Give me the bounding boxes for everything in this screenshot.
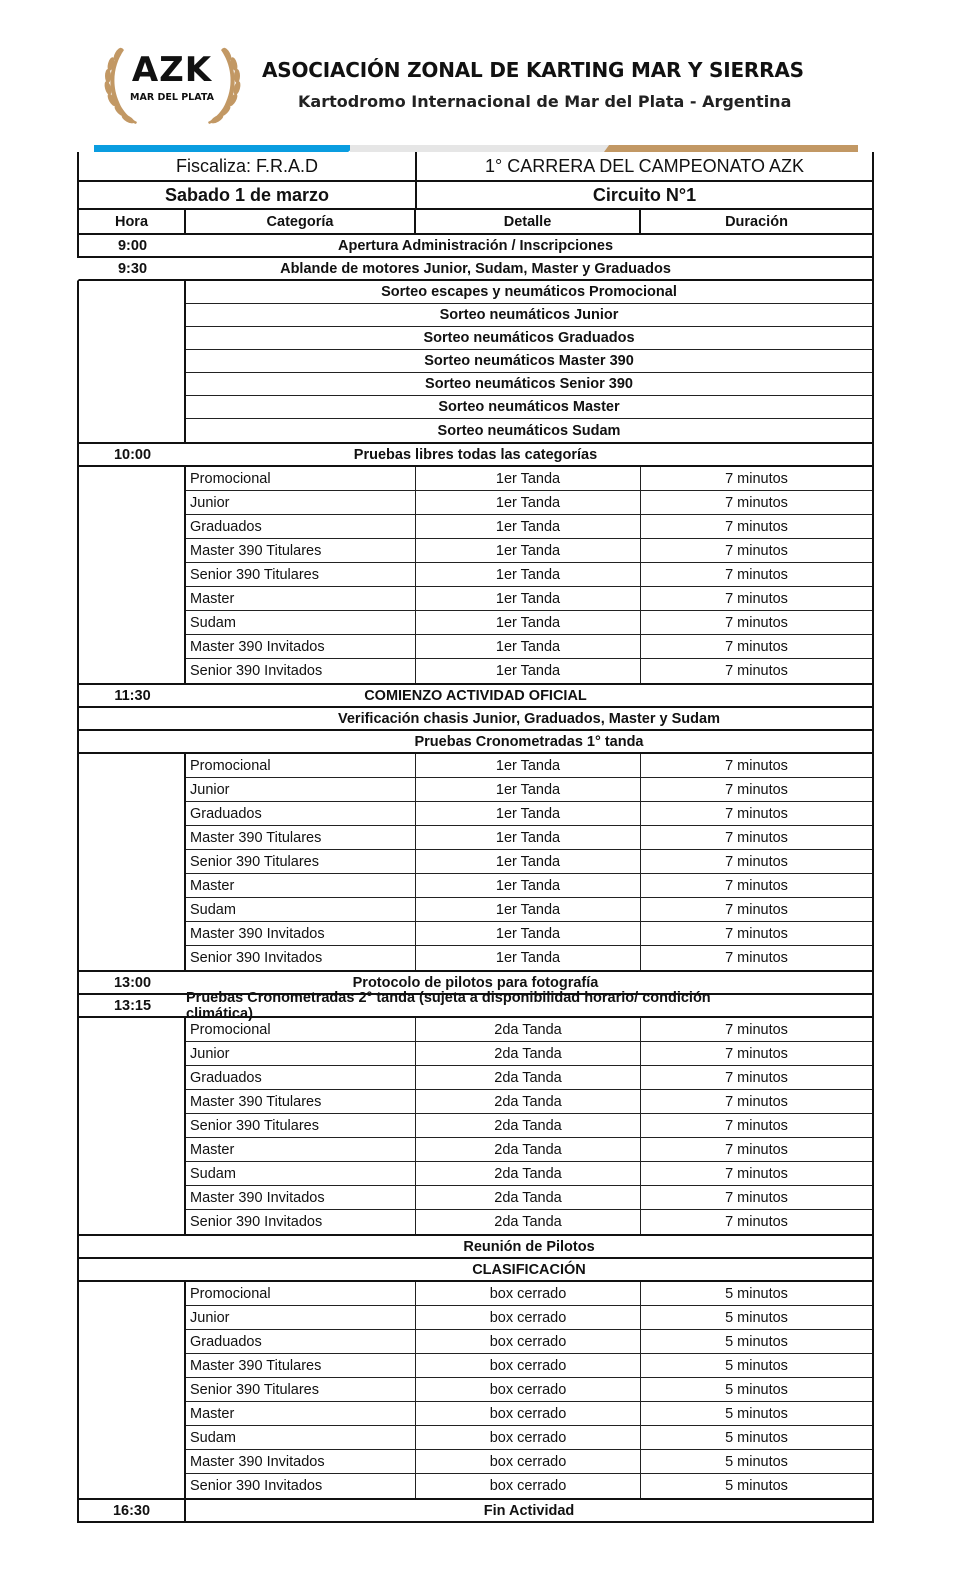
time-cell: 11:30 bbox=[114, 687, 151, 704]
table-row bbox=[186, 898, 872, 922]
category-cell: Master bbox=[186, 587, 416, 610]
detail-cell: 2da Tanda bbox=[416, 1210, 641, 1234]
category-cell: Master bbox=[186, 1402, 416, 1425]
category-cell: Master 390 Invitados bbox=[186, 635, 416, 658]
duration-cell: 5 minutos bbox=[725, 1333, 788, 1350]
table-row bbox=[186, 946, 872, 970]
duration-cell: 5 minutos bbox=[725, 1453, 788, 1470]
col-header-detalle: Detalle bbox=[416, 210, 641, 233]
category-cell: Senior 390 Invitados bbox=[186, 659, 416, 683]
table-row bbox=[186, 754, 872, 778]
category-cell: Graduados bbox=[186, 802, 416, 825]
category-cell: Master 390 Invitados bbox=[186, 1186, 416, 1209]
duration-cell: 7 minutos bbox=[725, 805, 788, 822]
reunion-row bbox=[77, 1236, 874, 1259]
activity-cell: Apertura Administración / Inscripciones bbox=[337, 237, 614, 254]
detail-cell: 2da Tanda bbox=[416, 1090, 641, 1113]
detail-cell: 1er Tanda bbox=[416, 587, 641, 610]
duration-cell: 5 minutos bbox=[725, 1309, 788, 1326]
category-cell: Junior bbox=[186, 778, 416, 801]
duration-cell: 7 minutos bbox=[725, 494, 788, 511]
category-cell: Sudam bbox=[186, 1162, 416, 1185]
category-cell: Junior bbox=[186, 1306, 416, 1329]
category-cell: Junior bbox=[186, 1042, 416, 1065]
category-cell: Sudam bbox=[186, 1426, 416, 1449]
detail-cell: 2da Tanda bbox=[416, 1186, 641, 1209]
time-row-1130 bbox=[77, 685, 874, 708]
duration-cell: 7 minutos bbox=[725, 663, 788, 679]
duration-cell: 7 minutos bbox=[725, 950, 788, 966]
detail-cell: box cerrado bbox=[416, 1330, 641, 1353]
time-row-1000 bbox=[77, 444, 874, 467]
activity-cell: Ablande de motores Junior, Sudam, Master y Graduados bbox=[280, 260, 671, 277]
table-row bbox=[186, 1378, 872, 1402]
detail-cell: box cerrado bbox=[416, 1306, 641, 1329]
duration-cell: 7 minutos bbox=[725, 590, 788, 607]
time-cell: 10:00 bbox=[113, 446, 152, 463]
category-cell: Graduados bbox=[186, 1330, 416, 1353]
category-cell: Senior 390 Titulares bbox=[186, 1114, 416, 1137]
detail-cell: 1er Tanda bbox=[416, 491, 641, 514]
duration-cell: 7 minutos bbox=[725, 781, 788, 798]
logo-text: AZK bbox=[131, 50, 213, 90]
table-row bbox=[186, 1450, 872, 1474]
clasificacion-title-row bbox=[77, 1259, 874, 1282]
duration-cell: 5 minutos bbox=[725, 1429, 788, 1446]
col-header-duracion: Duración bbox=[725, 213, 788, 230]
crono1-block bbox=[77, 754, 874, 972]
category-cell: Master bbox=[186, 1138, 416, 1161]
time-cell: 9:30 bbox=[117, 260, 148, 277]
detail-cell: 1er Tanda bbox=[416, 467, 641, 490]
sorteo-row: Sorteo escapes y neumáticos Promocional bbox=[186, 281, 872, 304]
time-row-0900 bbox=[77, 235, 874, 258]
table-row bbox=[186, 1330, 872, 1354]
stripe-gold bbox=[604, 145, 858, 152]
stripe-grey bbox=[350, 145, 610, 152]
detail-cell: 1er Tanda bbox=[416, 778, 641, 801]
category-cell: Graduados bbox=[186, 515, 416, 538]
detail-cell: box cerrado bbox=[416, 1402, 641, 1425]
category-cell: Sudam bbox=[186, 898, 416, 921]
activity-cell: Pruebas Cronometradas 1° tanda bbox=[414, 733, 644, 750]
sorteo-row: Sorteo neumáticos Senior 390 bbox=[186, 373, 872, 396]
activity-cell: COMIENZO ACTIVIDAD OFICIAL bbox=[364, 687, 587, 704]
col-header-categoria: Categoría bbox=[186, 210, 416, 233]
duration-cell: 7 minutos bbox=[725, 1045, 788, 1062]
detail-cell: 1er Tanda bbox=[416, 611, 641, 634]
duration-cell: 7 minutos bbox=[725, 1021, 788, 1038]
sorteo-row: Sorteo neumáticos Sudam bbox=[437, 422, 621, 439]
duration-cell: 7 minutos bbox=[725, 1117, 788, 1134]
detail-cell: 1er Tanda bbox=[416, 850, 641, 873]
event-info-row bbox=[77, 152, 874, 182]
duration-cell: 5 minutos bbox=[725, 1285, 788, 1302]
category-cell: Sudam bbox=[186, 611, 416, 634]
stripe-blue bbox=[94, 145, 356, 152]
activity-cell: Pruebas Cronometradas 2° tanda (sujeta a disponibilidad horario/ condición climática) bbox=[186, 989, 711, 1022]
table-row bbox=[186, 1066, 872, 1090]
table-row bbox=[186, 539, 872, 563]
table-row bbox=[186, 1354, 872, 1378]
sorteos-block bbox=[77, 281, 874, 444]
table-row bbox=[186, 1282, 872, 1306]
duration-cell: 5 minutos bbox=[725, 1405, 788, 1422]
organization-subtitle: Kartodromo Internacional de Mar del Plata - Argentina bbox=[298, 92, 792, 111]
detail-cell: 1er Tanda bbox=[416, 874, 641, 897]
detail-cell: 1er Tanda bbox=[416, 898, 641, 921]
organization-title: ASOCIACIÓN ZONAL DE KARTING MAR Y SIERRAS bbox=[262, 58, 804, 82]
duration-cell: 7 minutos bbox=[725, 470, 788, 487]
duration-cell: 7 minutos bbox=[725, 925, 788, 942]
table-header-row bbox=[77, 210, 874, 235]
table-row bbox=[186, 1162, 872, 1186]
duration-cell: 7 minutos bbox=[725, 1093, 788, 1110]
category-cell: Senior 390 Invitados bbox=[186, 946, 416, 970]
category-cell: Promocional bbox=[186, 754, 416, 777]
table-row bbox=[186, 1306, 872, 1330]
sorteo-row: Sorteo neumáticos Master bbox=[186, 396, 872, 419]
duration-cell: 7 minutos bbox=[725, 614, 788, 631]
table-row bbox=[186, 1090, 872, 1114]
category-cell: Master 390 Titulares bbox=[186, 539, 416, 562]
libres-block bbox=[77, 467, 874, 685]
category-cell: Senior 390 Titulares bbox=[186, 563, 416, 586]
table-row bbox=[186, 802, 872, 826]
category-cell: Senior 390 Titulares bbox=[186, 1378, 416, 1401]
table-row bbox=[186, 563, 872, 587]
category-cell: Junior bbox=[186, 491, 416, 514]
detail-cell: box cerrado bbox=[416, 1474, 641, 1498]
detail-cell: box cerrado bbox=[416, 1282, 641, 1305]
col-header-hora: Hora bbox=[79, 210, 186, 233]
table-row bbox=[186, 467, 872, 491]
time-row-1315 bbox=[77, 989, 874, 1022]
detail-cell: 1er Tanda bbox=[416, 922, 641, 945]
category-cell: Master 390 Titulares bbox=[186, 826, 416, 849]
detail-cell: box cerrado bbox=[416, 1354, 641, 1377]
category-cell: Senior 390 Invitados bbox=[186, 1474, 416, 1498]
category-cell: Master 390 Titulares bbox=[186, 1090, 416, 1113]
category-cell: Master 390 Titulares bbox=[186, 1354, 416, 1377]
table-row bbox=[186, 1138, 872, 1162]
table-row bbox=[186, 1042, 872, 1066]
detail-cell: 1er Tanda bbox=[416, 659, 641, 683]
category-cell: Graduados bbox=[186, 1066, 416, 1089]
duration-cell: 7 minutos bbox=[725, 757, 788, 774]
detail-cell: box cerrado bbox=[416, 1378, 641, 1401]
detail-cell: 1er Tanda bbox=[416, 802, 641, 825]
detail-cell: 1er Tanda bbox=[416, 946, 641, 970]
table-row bbox=[186, 1474, 872, 1498]
detail-cell: box cerrado bbox=[416, 1426, 641, 1449]
table-row bbox=[186, 850, 872, 874]
crono2-block bbox=[77, 1018, 874, 1236]
category-cell: Promocional bbox=[186, 1018, 416, 1041]
duration-cell: 5 minutos bbox=[725, 1478, 788, 1494]
table-row bbox=[186, 922, 872, 946]
detail-cell: box cerrado bbox=[416, 1450, 641, 1473]
detail-cell: 1er Tanda bbox=[416, 635, 641, 658]
activity-cell: Verificación chasis Junior, Graduados, Master y Sudam bbox=[338, 710, 720, 727]
category-cell: Master 390 Invitados bbox=[186, 1450, 416, 1473]
schedule-table bbox=[77, 152, 874, 1523]
duration-cell: 7 minutos bbox=[725, 638, 788, 655]
duration-cell: 7 minutos bbox=[725, 1141, 788, 1158]
activity-cell: Reunión de Pilotos bbox=[463, 1238, 595, 1255]
table-row bbox=[186, 587, 872, 611]
table-row bbox=[186, 1186, 872, 1210]
category-cell: Master 390 Invitados bbox=[186, 922, 416, 945]
time-cell: 9:00 bbox=[117, 237, 148, 254]
duration-cell: 7 minutos bbox=[725, 542, 788, 559]
sorteo-row: Sorteo neumáticos Master 390 bbox=[186, 350, 872, 373]
activity-cell: Protocolo de pilotos para fotografía bbox=[352, 974, 599, 991]
circuit-cell: Circuito N°1 bbox=[592, 184, 697, 205]
activity-cell: CLASIFICACIÓN bbox=[472, 1261, 586, 1278]
race-title-cell: 1° CARRERA DEL CAMPEONATO AZK bbox=[485, 155, 804, 176]
detail-cell: 2da Tanda bbox=[416, 1114, 641, 1137]
time-cell: 13:00 bbox=[113, 974, 152, 991]
detail-cell: 2da Tanda bbox=[416, 1066, 641, 1089]
sorteo-row: Sorteo neumáticos Junior bbox=[186, 304, 872, 327]
detail-cell: 1er Tanda bbox=[416, 754, 641, 777]
fiscaliza-cell: Fiscaliza: F.R.A.D bbox=[79, 152, 417, 180]
table-row bbox=[186, 1402, 872, 1426]
table-row bbox=[186, 491, 872, 515]
category-cell: Promocional bbox=[186, 1282, 416, 1305]
duration-cell: 7 minutos bbox=[725, 853, 788, 870]
duration-cell: 7 minutos bbox=[725, 829, 788, 846]
table-row bbox=[186, 778, 872, 802]
duration-cell: 7 minutos bbox=[725, 1165, 788, 1182]
time-row-0930 bbox=[77, 258, 874, 281]
detail-cell: 1er Tanda bbox=[416, 826, 641, 849]
time-row-1630 bbox=[77, 1500, 874, 1523]
duration-cell: 5 minutos bbox=[725, 1381, 788, 1398]
time-cell: 16:30 bbox=[79, 1500, 186, 1521]
date-row bbox=[77, 182, 874, 210]
table-row bbox=[186, 515, 872, 539]
duration-cell: 7 minutos bbox=[725, 566, 788, 583]
detail-cell: 2da Tanda bbox=[416, 1162, 641, 1185]
duration-cell: 7 minutos bbox=[725, 1214, 788, 1230]
duration-cell: 7 minutos bbox=[725, 518, 788, 535]
crono1-title-row bbox=[77, 731, 874, 754]
table-row bbox=[186, 1210, 872, 1234]
verificacion-row bbox=[77, 708, 874, 731]
category-cell: Promocional bbox=[186, 467, 416, 490]
date-cell: Sabado 1 de marzo bbox=[79, 182, 417, 208]
duration-cell: 7 minutos bbox=[725, 901, 788, 918]
table-row bbox=[186, 1018, 872, 1042]
category-cell: Master bbox=[186, 874, 416, 897]
table-row bbox=[186, 1114, 872, 1138]
activity-cell: Fin Actividad bbox=[483, 1502, 575, 1519]
table-row bbox=[186, 611, 872, 635]
detail-cell: 1er Tanda bbox=[416, 539, 641, 562]
logo-subtext: MAR DEL PLATA bbox=[130, 92, 214, 103]
duration-cell: 7 minutos bbox=[725, 877, 788, 894]
category-cell: Senior 390 Invitados bbox=[186, 1210, 416, 1234]
detail-cell: 1er Tanda bbox=[416, 563, 641, 586]
activity-cell: Pruebas libres todas las categorías bbox=[353, 446, 598, 463]
detail-cell: 2da Tanda bbox=[416, 1042, 641, 1065]
azk-logo bbox=[100, 42, 245, 126]
duration-cell: 5 minutos bbox=[725, 1357, 788, 1374]
table-row bbox=[186, 874, 872, 898]
detail-cell: 1er Tanda bbox=[416, 515, 641, 538]
detail-cell: 2da Tanda bbox=[416, 1138, 641, 1161]
duration-cell: 7 minutos bbox=[725, 1069, 788, 1086]
table-row bbox=[186, 1426, 872, 1450]
table-row bbox=[186, 635, 872, 659]
table-row bbox=[186, 826, 872, 850]
time-cell: 13:15 bbox=[113, 997, 152, 1014]
sorteo-row: Sorteo neumáticos Graduados bbox=[186, 327, 872, 350]
duration-cell: 7 minutos bbox=[725, 1189, 788, 1206]
table-row bbox=[186, 659, 872, 683]
clasificacion-block bbox=[77, 1282, 874, 1500]
detail-cell: 2da Tanda bbox=[416, 1018, 641, 1041]
category-cell: Senior 390 Titulares bbox=[186, 850, 416, 873]
